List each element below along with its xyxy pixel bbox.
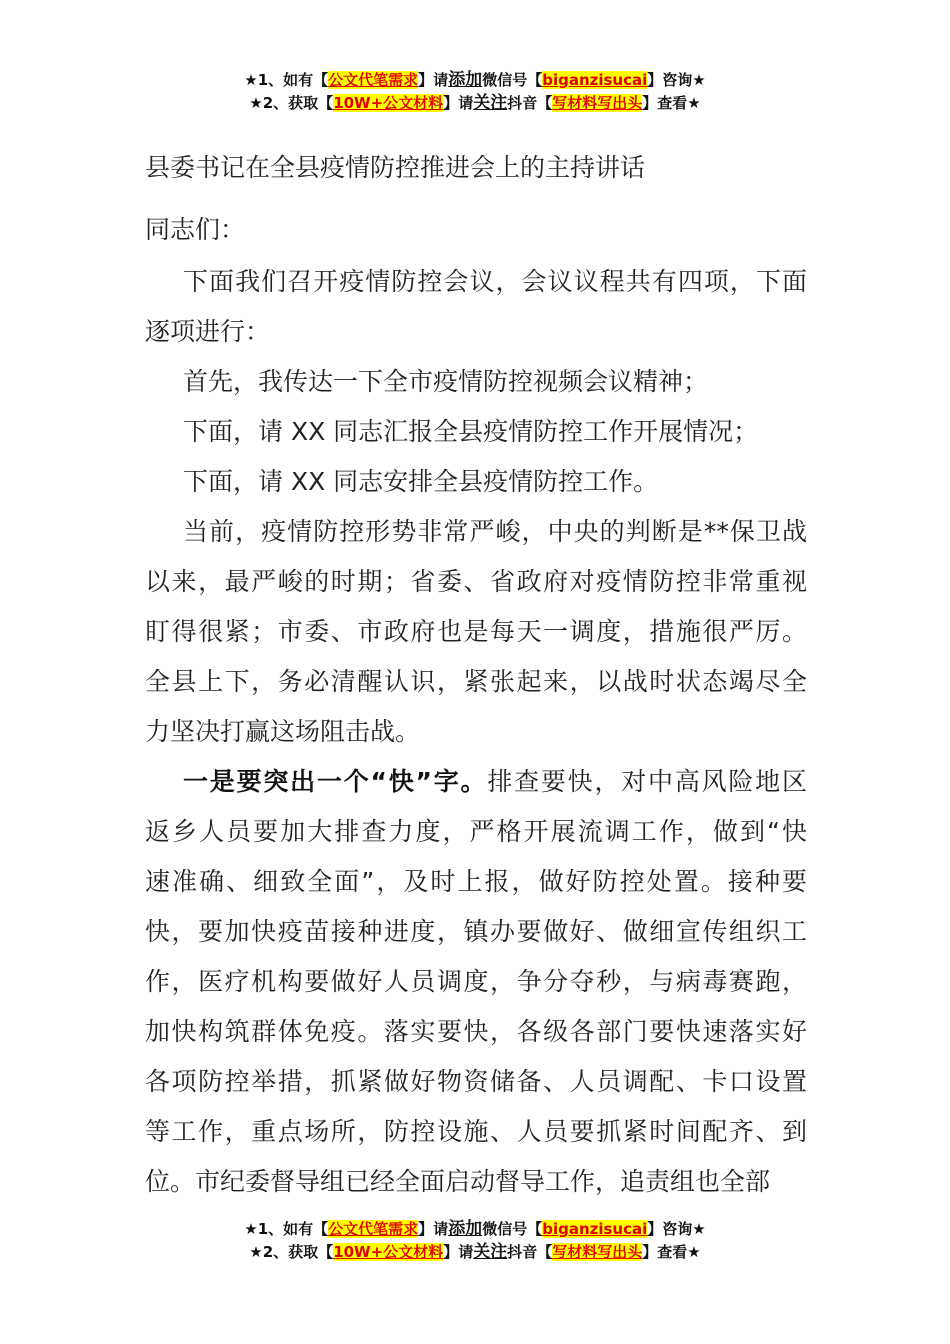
paragraph-line (145, 407, 807, 457)
paragraph (145, 457, 807, 507)
promo-text: 】咨询★ (647, 71, 706, 89)
paragraph-line (145, 457, 807, 507)
paragraph-line (145, 1057, 807, 1107)
promo-text: 抖音【 (507, 94, 553, 112)
paragraph (145, 507, 807, 757)
paragraph-line (145, 1107, 807, 1157)
line-text: 首先，我传达一下全市疫情防控视频会议精神； (183, 367, 709, 396)
promo-underline: 关注 (473, 93, 508, 113)
promo-highlight: 公文代笔需求 (328, 1220, 419, 1238)
promo-text: 】请 (418, 71, 449, 89)
line-text: 等工作，重点场所，防控设施、人员要抓紧时间配齐、到 (145, 1117, 807, 1146)
promo-line-2 (0, 92, 950, 115)
line-text: 下面，请 XX 同志汇报全县疫情防控工作开展情况； (183, 417, 759, 446)
line-text: 返乡人员要加大排查力度，严格开展流调工作，做到“快 (145, 817, 807, 846)
promo-text: 微信号【 (482, 1220, 543, 1238)
promo-highlight: 10W+公文材料 (333, 1243, 444, 1261)
paragraph-line (145, 1157, 807, 1207)
promo-line-2 (0, 1241, 950, 1264)
paragraph-line (145, 357, 807, 407)
douyin-id: 写材料写出头 (552, 1243, 643, 1261)
line-text: 快，要加快疫苗接种进度，镇办要做好、做细宣传组织工 (145, 917, 807, 946)
paragraph-line (145, 257, 807, 307)
greeting: 同志们： (145, 215, 246, 244)
paragraph-line (145, 857, 807, 907)
promo-underline: 关注 (473, 1242, 508, 1262)
document-body (145, 257, 807, 1207)
line-text: 下面，请 XX 同志安排全县疫情防控工作。 (183, 467, 659, 496)
paragraph-line (145, 957, 807, 1007)
line-text: 力坚决打赢这场阻击战。 (145, 717, 421, 746)
paragraph-line (145, 657, 807, 707)
paragraph (145, 257, 807, 357)
paragraph-line (145, 507, 807, 557)
promo-text: 】请 (443, 94, 474, 112)
line-text: 加快构筑群体免疫。落实要快，各级各部门要快速落实好 (145, 1017, 807, 1046)
paragraph-line (145, 607, 807, 657)
paragraph-line (145, 707, 807, 757)
line-text: 当前，疫情防控形势非常严峻，中央的判断是**保卫战 (183, 517, 807, 546)
line-text: 各项防控举措，抓紧做好物资储备、人员调配、卡口设置 (145, 1067, 807, 1096)
line-text: 位。市纪委督导组已经全面启动督导工作，追责组也全部 (145, 1167, 771, 1196)
douyin-id: 写材料写出头 (552, 94, 643, 112)
promo-line-1 (0, 1218, 950, 1241)
line-text: 速准确、细致全面”，及时上报，做好防控处置。接种要 (145, 867, 807, 896)
paragraph-line (145, 907, 807, 957)
promo-text: 】查看★ (642, 1243, 701, 1261)
promo-text: 】请 (443, 1243, 474, 1261)
paragraph (145, 757, 807, 1207)
promo-text: 】请 (418, 1220, 449, 1238)
paragraph-line (145, 757, 807, 807)
paragraph-line (145, 557, 807, 607)
promo-text: 】查看★ (642, 94, 701, 112)
line-text: 作，医疗机构要做好人员调度，争分夺秒，与病毒赛跑， (145, 967, 807, 996)
promo-highlight: 公文代笔需求 (328, 71, 419, 89)
promo-text: 】咨询★ (647, 1220, 706, 1238)
paragraph-line (145, 1007, 807, 1057)
line-text: 以来，最严峻的时期；省委、省政府对疫情防控非常重视 (145, 567, 807, 596)
promo-highlight: 10W+公文材料 (333, 94, 444, 112)
line-text: 排查要快，对中高风险地区 (487, 767, 807, 796)
wechat-id: biganzisucai (542, 71, 648, 89)
promo-underline: 添加 (448, 1219, 483, 1239)
promo-text: 抖音【 (507, 1243, 553, 1261)
paragraph-line (145, 807, 807, 857)
wechat-id: biganzisucai (542, 1220, 648, 1238)
promo-underline: 添加 (448, 70, 483, 90)
promo-line-1 (0, 69, 950, 92)
promo-banner-bottom (0, 1218, 950, 1264)
promo-banner-top (0, 69, 950, 115)
promo-text: 微信号【 (482, 71, 543, 89)
line-text: 逐项进行： (145, 317, 271, 346)
paragraph (145, 407, 807, 457)
promo-text: ★1、如有【 (244, 71, 329, 89)
paragraph (145, 357, 807, 407)
promo-text: ★2、获取【 (249, 94, 334, 112)
line-text: 下面我们召开疫情防控会议，会议议程共有四项，下面 (183, 267, 807, 296)
document-title: 县委书记在全县疫情防控推进会上的主持讲话 (145, 153, 646, 182)
bold-lead: 一是要突出一个“快”字。 (183, 767, 488, 796)
line-text: 盯得很紧；市委、市政府也是每天一调度，措施很严厉。 (145, 617, 807, 646)
promo-text: ★1、如有【 (244, 1220, 329, 1238)
paragraph-line (145, 307, 807, 357)
promo-text: ★2、获取【 (249, 1243, 334, 1261)
line-text: 全县上下，务必清醒认识，紧张起来，以战时状态竭尽全 (145, 667, 807, 696)
